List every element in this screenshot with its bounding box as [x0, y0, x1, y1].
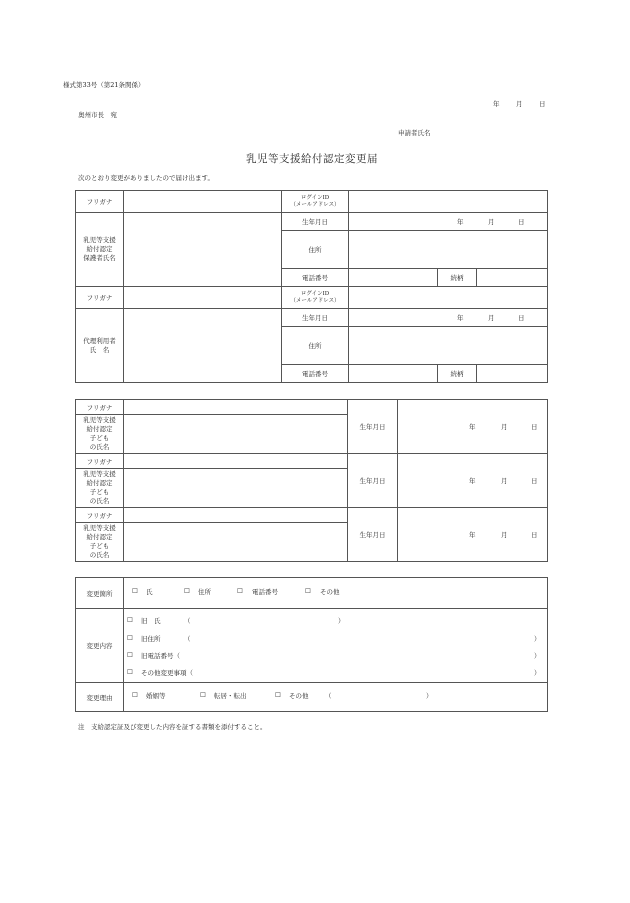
place-address-checkbox[interactable]: ☐: [184, 587, 190, 595]
child-2-name-field[interactable]: [124, 469, 348, 508]
child-3-name-field[interactable]: [124, 523, 348, 562]
content-other-close: ）: [534, 668, 541, 677]
content-old-phone-close: ）: [534, 651, 541, 660]
content-old-phone-label: 旧電話番号（: [141, 651, 180, 660]
change-place-label: 変更箇所: [76, 578, 124, 609]
proxy-address-field[interactable]: [349, 327, 548, 365]
child-1-birth-field[interactable]: [398, 400, 548, 454]
change-place-options: [124, 578, 548, 609]
child-1-birth-day: 日: [531, 422, 538, 431]
proxy-relation-label: 続柄: [438, 365, 477, 383]
reason-other-label: その他: [289, 692, 309, 700]
proxy-login-field[interactable]: [349, 287, 548, 309]
applicant-name-label: 申請者氏名: [398, 129, 431, 137]
change-reason-options: [124, 683, 548, 712]
guardian-relation-label: 続柄: [438, 269, 477, 287]
change-content-label: 変更内容: [76, 609, 124, 683]
content-old-address-open: （: [184, 634, 191, 643]
child-2-furigana-field[interactable]: [124, 454, 348, 469]
guardian-name-field[interactable]: [124, 213, 282, 287]
form-number: 様式第33号（第21条関係）: [63, 81, 145, 89]
guardian-furigana-field[interactable]: [124, 191, 282, 213]
content-old-address-checkbox[interactable]: ☐: [127, 633, 133, 642]
guardian-login-label: ログインID （メールアドレス）: [282, 191, 349, 213]
reason-other-open: （: [325, 692, 332, 700]
child-2-birth-field[interactable]: [398, 454, 548, 508]
page-title: 乳児等支援給付認定変更届: [246, 153, 378, 165]
change-reason-label: 変更理由: [76, 683, 124, 712]
child-2-name-label: 乳児等支援 給付認定 子ども の氏名: [76, 469, 124, 508]
guardian-birth-label: 生年月日: [282, 213, 349, 231]
date-day-label: 日: [539, 100, 546, 108]
children-table: [75, 399, 548, 562]
child-1-name-label: 乳児等支援 給付認定 子ども の氏名: [76, 415, 124, 454]
child-3-birth-year: 年: [469, 530, 476, 539]
proxy-name-field[interactable]: [124, 309, 282, 383]
guardian-proxy-table: [75, 190, 548, 383]
child-2-birth-year: 年: [469, 476, 476, 485]
child-3-birth-field[interactable]: [398, 508, 548, 562]
content-old-name-open: （: [184, 616, 191, 625]
child-1-name-field[interactable]: [124, 415, 348, 454]
date-year-label: 年: [493, 100, 500, 108]
addressee: 奥州市長 宛: [78, 111, 117, 119]
proxy-address-label: 住所: [282, 327, 349, 365]
intro-text: 次のとおり変更がありましたので届け出ます。: [78, 174, 214, 182]
place-address-label: 住所: [198, 588, 211, 596]
proxy-furigana-field[interactable]: [124, 287, 282, 309]
child-1-birth-label: 生年月日: [348, 400, 398, 454]
reason-move-checkbox[interactable]: ☐: [200, 691, 206, 699]
child-3-birth-month: 月: [501, 530, 508, 539]
content-other-label: その他変更事項（: [141, 668, 193, 677]
content-old-phone-checkbox[interactable]: ☐: [127, 650, 133, 659]
reason-marriage-label: 婚姻等: [146, 692, 166, 700]
guardian-phone-label: 電話番号: [282, 269, 349, 287]
proxy-furigana-label: フリガナ: [76, 287, 124, 309]
child-1-furigana-label: フリガナ: [76, 400, 124, 415]
proxy-birth-year: 年: [457, 313, 464, 322]
proxy-birth-month: 月: [488, 313, 495, 322]
proxy-relation-field[interactable]: [477, 365, 548, 383]
place-phone-checkbox[interactable]: ☐: [237, 587, 243, 595]
place-name-label: 氏: [146, 588, 153, 596]
place-other-label: その他: [320, 588, 340, 596]
guardian-address-field[interactable]: [349, 231, 548, 269]
child-1-birth-year: 年: [469, 422, 476, 431]
date-month-label: 月: [516, 100, 523, 108]
proxy-phone-field[interactable]: [349, 365, 438, 383]
change-table: [75, 577, 548, 712]
child-2-birth-month: 月: [501, 476, 508, 485]
proxy-name-label: 代理利用者 氏 名: [76, 309, 124, 383]
proxy-birth-field[interactable]: [349, 309, 548, 327]
place-phone-label: 電話番号: [252, 588, 278, 596]
child-3-furigana-field[interactable]: [124, 508, 348, 523]
child-3-name-label: 乳児等支援 給付認定 子ども の氏名: [76, 523, 124, 562]
reason-other-close: ）: [426, 692, 433, 700]
content-old-name-close: ）: [338, 616, 345, 625]
child-2-birth-day: 日: [531, 476, 538, 485]
child-2-birth-label: 生年月日: [348, 454, 398, 508]
child-3-birth-day: 日: [531, 530, 538, 539]
content-old-name-label: 旧 氏: [141, 616, 161, 625]
content-other-checkbox[interactable]: ☐: [127, 667, 133, 676]
guardian-birth-day: 日: [518, 217, 525, 226]
child-3-birth-label: 生年月日: [348, 508, 398, 562]
guardian-relation-field[interactable]: [477, 269, 548, 287]
reason-marriage-checkbox[interactable]: ☐: [132, 691, 138, 699]
content-old-address-label: 旧住所: [141, 634, 161, 643]
guardian-name-label: 乳児等支援 給付認定 保護者氏名: [76, 213, 124, 287]
place-other-checkbox[interactable]: ☐: [305, 587, 311, 595]
footnote: 注 支給認定証及び変更した内容を証する書類を添付すること。: [78, 723, 267, 731]
proxy-birth-day: 日: [518, 313, 525, 322]
change-content-rows: [124, 609, 548, 683]
child-1-birth-month: 月: [501, 422, 508, 431]
content-old-name-checkbox[interactable]: ☐: [127, 615, 133, 624]
guardian-furigana-label: フリガナ: [76, 191, 124, 213]
child-1-furigana-field[interactable]: [124, 400, 348, 415]
place-name-checkbox[interactable]: ☐: [132, 587, 138, 595]
child-2-furigana-label: フリガナ: [76, 454, 124, 469]
guardian-login-field[interactable]: [349, 191, 548, 213]
guardian-phone-field[interactable]: [349, 269, 438, 287]
guardian-address-label: 住所: [282, 231, 349, 269]
guardian-birth-month: 月: [488, 217, 495, 226]
reason-move-label: 転居・転出: [214, 692, 247, 700]
proxy-login-label: ログインID （メールアドレス）: [282, 287, 349, 309]
proxy-birth-label: 生年月日: [282, 309, 349, 327]
reason-other-checkbox[interactable]: ☐: [275, 691, 281, 699]
guardian-birth-year: 年: [457, 217, 464, 226]
proxy-phone-label: 電話番号: [282, 365, 349, 383]
guardian-birth-field[interactable]: [349, 213, 548, 231]
content-old-address-close: ）: [534, 634, 541, 643]
child-3-furigana-label: フリガナ: [76, 508, 124, 523]
